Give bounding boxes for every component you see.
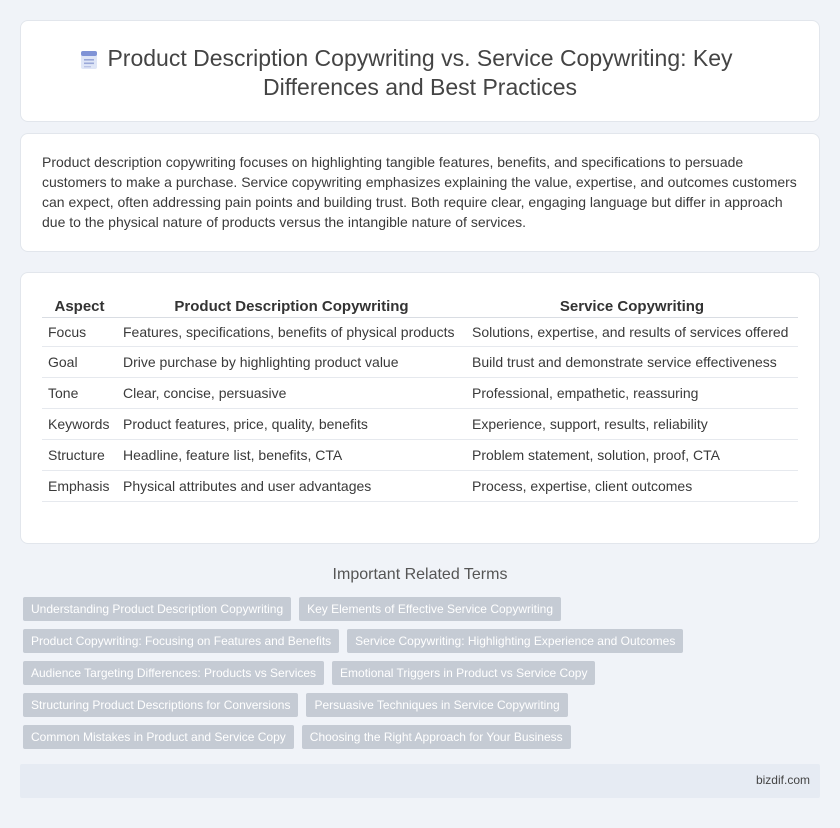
column-header: Service Copywriting: [466, 293, 798, 318]
related-term-tag[interactable]: Understanding Product Description Copywriting: [23, 597, 291, 621]
table-cell: Focus: [42, 318, 117, 347]
table-row: [42, 347, 798, 378]
intro-paragraph: Product description copywriting focuses on highlighting tangible features, benefits, and specifications to persuade customers to make a purchase. Service copywriting emphasizes explaining the value, expertise, and outcomes customers can expect, often addressing pain points and building trust. Both require clear, engaging language but differ in approach due to the physical nature of products versus the intangible nature of services.: [42, 154, 797, 230]
table-cell: Clear, concise, persuasive: [117, 378, 466, 409]
table-header-row: [42, 293, 798, 318]
table-cell: Headline, feature list, benefits, CTA: [117, 440, 466, 471]
related-term-tag[interactable]: Persuasive Techniques in Service Copywriting: [306, 693, 567, 717]
column-header: Aspect: [42, 293, 117, 318]
table-cell: Features, specifications, benefits of physical products: [117, 318, 466, 347]
related-term-tag[interactable]: Service Copywriting: Highlighting Experience and Outcomes: [347, 629, 683, 653]
intro-card: [20, 133, 820, 252]
header-card: [20, 20, 820, 122]
table-cell: Tone: [42, 378, 117, 409]
table-cell: Build trust and demonstrate service effectiveness: [466, 347, 798, 378]
table-cell: Problem statement, solution, proof, CTA: [466, 440, 798, 471]
page-title: Product Description Copywriting vs. Service Copywriting: Key Differences and Best Practices: [107, 45, 733, 100]
table-row: [42, 378, 798, 409]
table-cell: Professional, empathetic, reassuring: [466, 378, 798, 409]
table-row: [42, 318, 798, 347]
table-cell: Emphasis: [42, 471, 117, 502]
related-term-tag[interactable]: Audience Targeting Differences: Products vs Services: [23, 661, 324, 685]
table-cell: Goal: [42, 347, 117, 378]
related-term-tag[interactable]: Key Elements of Effective Service Copywriting: [299, 597, 561, 621]
related-term-tag[interactable]: Common Mistakes in Product and Service Copy: [23, 725, 294, 749]
related-terms-title: Important Related Terms: [332, 566, 508, 583]
table-cell: Structure: [42, 440, 117, 471]
table-row: [42, 409, 798, 440]
footer: [20, 764, 820, 798]
table-cell: Physical attributes and user advantages: [117, 471, 466, 502]
footer-site-link[interactable]: bizdif.com: [755, 773, 810, 787]
related-term-tag[interactable]: Choosing the Right Approach for Your Business: [302, 725, 571, 749]
table-row: [42, 471, 798, 502]
table-cell: Process, expertise, client outcomes: [466, 471, 798, 502]
table-cell: Product features, price, quality, benefits: [117, 409, 466, 440]
related-term-tag[interactable]: Emotional Triggers in Product vs Service Copy: [332, 661, 595, 685]
table-row: [42, 440, 798, 471]
comparison-table: [42, 293, 798, 502]
table-cell: Solutions, expertise, and results of services offered: [466, 318, 798, 347]
table-cell: Keywords: [42, 409, 117, 440]
comparison-card: [20, 272, 820, 544]
related-terms-list: [23, 597, 823, 757]
related-term-tag[interactable]: Product Copywriting: Focusing on Features and Benefits: [23, 629, 339, 653]
table-cell: Experience, support, results, reliability: [466, 409, 798, 440]
table-cell: Drive purchase by highlighting product value: [117, 347, 466, 378]
column-header: Product Description Copywriting: [117, 293, 466, 318]
related-term-tag[interactable]: Structuring Product Descriptions for Conversions: [23, 693, 298, 717]
